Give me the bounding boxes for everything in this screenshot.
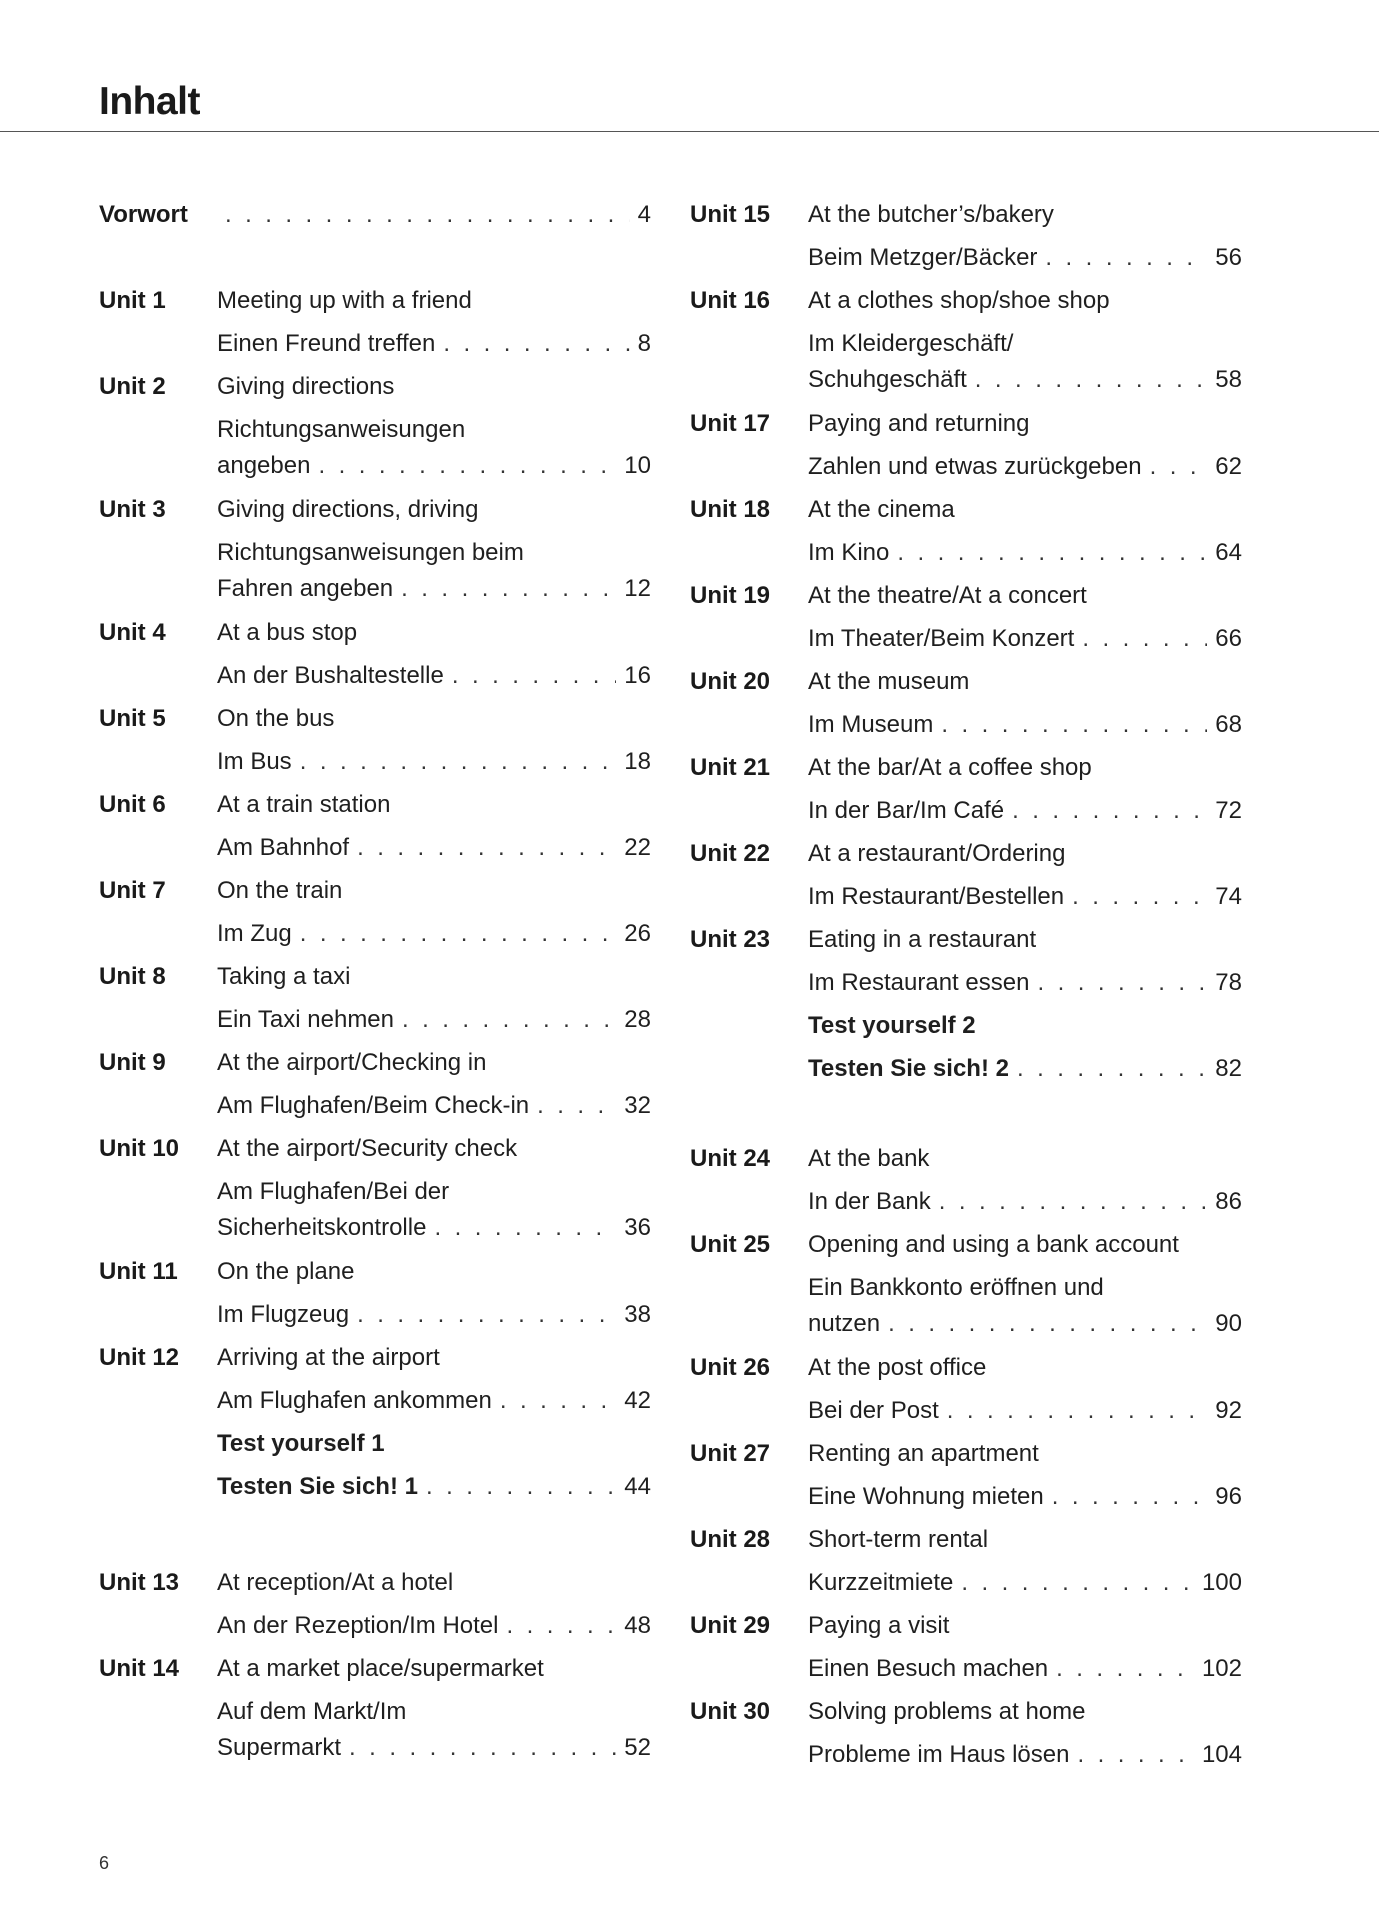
entry-title: Richtungsanweisungen (217, 416, 466, 443)
entry-title: Zahlen und etwas zurückgeben (808, 453, 1142, 480)
toc-entry-line (217, 1730, 651, 1766)
toc-entry-line (808, 664, 969, 700)
unit-label: Vorwort (99, 201, 188, 228)
entry-title: Short-term rental (808, 1526, 989, 1553)
unit-label: Unit 3 (99, 496, 166, 523)
toc-entry-line (808, 197, 1054, 233)
toc-entry-line (217, 492, 478, 528)
entry-title: Am Flughafen ankommen (217, 1387, 492, 1414)
entry-title: Beim Metzger/Bäcker (808, 244, 1038, 271)
toc-entry-line (808, 1270, 1104, 1306)
entry-title: Im Kleidergeschäft/ (808, 330, 1014, 357)
entry-title: An der Rezeption/Im Hotel (217, 1612, 499, 1639)
dot-leader (1037, 965, 1207, 1001)
unit-label: Unit 12 (99, 1344, 180, 1371)
toc-entry-line (808, 1436, 1039, 1472)
dot-leader (452, 658, 616, 694)
entry-title: An der Bushaltestelle (217, 662, 444, 689)
entry-page-number: 4 (637, 201, 651, 228)
entry-title: Ein Bankkonto eröffnen und (808, 1274, 1104, 1301)
unit-label: Unit 14 (99, 1655, 180, 1682)
entry-page-number: 96 (1215, 1483, 1242, 1510)
entry-title: At the cinema (808, 496, 955, 523)
unit-label: Unit 18 (690, 496, 771, 523)
toc-entry-line (808, 1393, 1242, 1429)
unit-label: Unit 13 (99, 1569, 180, 1596)
entry-title: Eine Wohnung mieten (808, 1483, 1044, 1510)
toc-entry-line (808, 578, 1087, 614)
page-number: 6 (99, 1853, 110, 1873)
entry-title: Test yourself 1 (217, 1430, 385, 1457)
toc-entry-line (808, 1350, 986, 1386)
entry-title: At the bar/At a coffee shop (808, 754, 1092, 781)
dot-leader (1056, 1651, 1194, 1687)
entry-page-number: 68 (1215, 711, 1242, 738)
entry-page-number: 16 (624, 662, 651, 689)
toc-entry-line (217, 448, 651, 484)
dot-leader (357, 1297, 616, 1333)
toc-entry-line (217, 830, 651, 866)
toc-entry-line (217, 873, 342, 909)
entry-page-number: 104 (1201, 1741, 1242, 1768)
entry-title: Im Restaurant essen (808, 969, 1030, 996)
entry-page-number: 74 (1215, 883, 1242, 910)
dot-leader (1045, 240, 1207, 276)
entry-title: Fahren angeben (217, 575, 394, 602)
dot-leader (434, 1210, 616, 1246)
toc-entry-line (217, 1174, 449, 1210)
entry-page-number: 100 (1201, 1569, 1242, 1596)
toc-entry-line (217, 1131, 517, 1167)
toc-entry-line (217, 283, 472, 319)
dot-leader (443, 326, 629, 362)
entry-page-number: 66 (1215, 625, 1242, 652)
entry-page-number: 72 (1215, 797, 1242, 824)
entry-page-number: 86 (1215, 1188, 1242, 1215)
entry-title: At a restaurant/Ordering (808, 840, 1066, 867)
entry-title: Schuhgeschäft (808, 366, 967, 393)
toc-entry-line (808, 707, 1242, 743)
entry-title: Richtungsanweisungen beim (217, 539, 524, 566)
entry-title: At a bus stop (217, 619, 358, 646)
entry-title: Testen Sie sich! 2 (808, 1055, 1009, 1082)
entry-title: At the butcher’s/bakery (808, 201, 1054, 228)
dot-leader (941, 707, 1207, 743)
entry-title: Im Theater/Beim Konzert (808, 625, 1075, 652)
toc-entry-line (217, 1340, 440, 1376)
page-title: Inhalt (99, 80, 200, 123)
entry-title: Einen Besuch machen (808, 1655, 1049, 1682)
entry-title: Meeting up with a friend (217, 287, 472, 314)
toc-entry-line (217, 1297, 651, 1333)
entry-title: Im Bus (217, 748, 292, 775)
unit-label: Unit 2 (99, 373, 166, 400)
entry-title: Solving problems at home (808, 1698, 1086, 1725)
entry-title: At a train station (217, 791, 391, 818)
dot-leader (300, 916, 617, 952)
dot-leader (537, 1088, 616, 1124)
dot-leader (888, 1306, 1207, 1342)
unit-label: Unit 27 (690, 1440, 771, 1467)
toc-entry-line (808, 1479, 1242, 1515)
toc-entry-line (808, 326, 1013, 362)
entry-title: On the plane (217, 1258, 355, 1285)
entry-title: Im Flugzeug (217, 1301, 350, 1328)
entry-title: At reception/At a hotel (217, 1569, 454, 1596)
entry-title: Arriving at the airport (217, 1344, 440, 1371)
entry-title: Im Zug (217, 920, 292, 947)
dot-leader (225, 197, 630, 233)
title-divider (0, 131, 1379, 132)
entry-page-number: 18 (624, 748, 651, 775)
unit-label: Unit 29 (690, 1612, 771, 1639)
entry-title: Paying a visit (808, 1612, 950, 1639)
toc-entry-line (808, 406, 1029, 442)
dot-leader (401, 571, 616, 607)
toc-entry-line (808, 621, 1242, 657)
entry-title: At the post office (808, 1354, 987, 1381)
toc-entry-line (217, 369, 394, 405)
dot-leader (426, 1469, 616, 1505)
toc-entry-line (808, 750, 1092, 786)
entry-title: Einen Freund treffen (217, 330, 436, 357)
toc-entry-line (808, 1651, 1242, 1687)
toc-entry-line (217, 615, 357, 651)
unit-label: Unit 11 (99, 1258, 178, 1285)
dot-leader (1052, 1479, 1208, 1515)
entry-title: Giving directions (217, 373, 395, 400)
dot-leader (1017, 1051, 1207, 1087)
dot-leader (1082, 621, 1207, 657)
toc-entry-line (217, 326, 651, 362)
toc-entry-line (217, 1651, 544, 1687)
toc-entry-line (808, 836, 1065, 872)
entry-title: At the bank (808, 1145, 930, 1172)
toc-entry-line (217, 1045, 486, 1081)
toc-entry-line (217, 744, 651, 780)
toc-entry-line (217, 1383, 651, 1419)
toc-entry-line (808, 1227, 1179, 1263)
toc-entry-line (808, 1184, 1242, 1220)
entry-title: On the train (217, 877, 343, 904)
toc-entry-line (808, 1737, 1242, 1773)
entry-title: Supermarkt (217, 1734, 342, 1761)
entry-page-number: 38 (624, 1301, 651, 1328)
entry-page-number: 52 (624, 1734, 651, 1761)
unit-label: Unit 17 (690, 410, 771, 437)
unit-label: Unit 1 (99, 287, 166, 314)
toc-entry-line (217, 1608, 651, 1644)
entry-page-number: 62 (1215, 453, 1242, 480)
entry-title: Eating in a restaurant (808, 926, 1037, 953)
entry-title: nutzen (808, 1310, 881, 1337)
toc-entry-line (808, 1694, 1085, 1730)
dot-leader (500, 1383, 616, 1419)
entry-title: Testen Sie sich! 1 (217, 1473, 418, 1500)
unit-label: Unit 26 (690, 1354, 771, 1381)
unit-label: Unit 5 (99, 705, 166, 732)
toc-entry-line (225, 197, 651, 233)
entry-page-number: 64 (1215, 539, 1242, 566)
entry-title: Am Flughafen/Bei der (217, 1178, 450, 1205)
toc-entry-line (808, 1608, 949, 1644)
toc-entry-line (808, 362, 1242, 398)
toc-entry-line (217, 571, 651, 607)
dot-leader (300, 744, 617, 780)
entry-title: Kurzzeitmiete (808, 1569, 954, 1596)
unit-label: Unit 30 (690, 1698, 771, 1725)
entry-page-number: 82 (1215, 1055, 1242, 1082)
entry-page-number: 90 (1215, 1310, 1242, 1337)
unit-label: Unit 15 (690, 201, 771, 228)
dot-leader (961, 1565, 1194, 1601)
toc-entry-line (217, 1254, 354, 1290)
toc-entry-line (217, 701, 334, 737)
toc-entry-line (217, 1002, 651, 1038)
entry-title: Taking a taxi (217, 963, 351, 990)
toc-entry-line (808, 1306, 1242, 1342)
dot-leader (897, 535, 1207, 571)
entry-title: In der Bank (808, 1188, 931, 1215)
dot-leader (975, 362, 1208, 398)
toc-entry-line (808, 283, 1110, 319)
entry-title: Test yourself 2 (808, 1012, 976, 1039)
entry-page-number: 8 (637, 330, 651, 357)
entry-title: At the airport/Checking in (217, 1049, 487, 1076)
dot-leader (1072, 879, 1207, 915)
toc-entry-line (808, 793, 1242, 829)
toc-entry-line (217, 535, 524, 571)
entry-page-number: 12 (624, 575, 651, 602)
toc-entry-line (808, 1565, 1242, 1601)
entry-title: Im Museum (808, 711, 934, 738)
toc-entry-line (808, 535, 1242, 571)
unit-label: Unit 22 (690, 840, 771, 867)
unit-label: Unit 7 (99, 877, 166, 904)
entry-title: At the theatre/At a concert (808, 582, 1087, 609)
dot-leader (506, 1608, 616, 1644)
test-entry-line (808, 1008, 976, 1044)
entry-title: Ein Taxi nehmen (217, 1006, 394, 1033)
toc-entry-line (217, 658, 651, 694)
dot-leader (1077, 1737, 1194, 1773)
unit-label: Unit 28 (690, 1526, 771, 1553)
entry-page-number: 10 (624, 452, 651, 479)
entry-title: Am Bahnhof (217, 834, 350, 861)
unit-label: Unit 8 (99, 963, 166, 990)
dot-leader (318, 448, 616, 484)
entry-title: Renting an apartment (808, 1440, 1039, 1467)
entry-title: At the museum (808, 668, 970, 695)
entry-page-number: 102 (1201, 1655, 1242, 1682)
entry-title: Bei der Post (808, 1397, 939, 1424)
toc-entry-line (217, 916, 651, 952)
unit-label: Unit 23 (690, 926, 771, 953)
toc-entry-line (808, 240, 1242, 276)
toc-entry-line (808, 879, 1242, 915)
entry-title: At a clothes shop/shoe shop (808, 287, 1110, 314)
unit-label: Unit 25 (690, 1231, 771, 1258)
entry-title: Im Restaurant/Bestellen (808, 883, 1065, 910)
entry-page-number: 36 (624, 1214, 651, 1241)
toc-entry-line (808, 492, 955, 528)
entry-title: angeben (217, 452, 311, 479)
toc-entry-line (808, 1141, 929, 1177)
unit-label: Unit 10 (99, 1135, 180, 1162)
unit-label: Unit 20 (690, 668, 771, 695)
entry-title: Paying and returning (808, 410, 1030, 437)
toc-entry-line (808, 1522, 988, 1558)
entry-title: Sicherheitskontrolle (217, 1214, 427, 1241)
entry-page-number: 32 (624, 1092, 651, 1119)
entry-page-number: 22 (624, 834, 651, 861)
dot-leader (1150, 449, 1208, 485)
toc-entry-line (217, 1210, 651, 1246)
entry-title: At the airport/Security check (217, 1135, 518, 1162)
unit-label: Unit 6 (99, 791, 166, 818)
dot-leader (357, 830, 616, 866)
test-entry-line (217, 1469, 651, 1505)
unit-label: Unit 16 (690, 287, 771, 314)
entry-title: At a market place/supermarket (217, 1655, 544, 1682)
test-entry-line (808, 1051, 1242, 1087)
toc-entry-line (217, 959, 350, 995)
entry-title: On the bus (217, 705, 335, 732)
entry-page-number: 28 (624, 1006, 651, 1033)
entry-title: Giving directions, driving (217, 496, 479, 523)
dot-leader (939, 1184, 1208, 1220)
dot-leader (1012, 793, 1207, 829)
toc-entry-line (217, 1088, 651, 1124)
unit-label: Unit 24 (690, 1145, 771, 1172)
dot-leader (947, 1393, 1208, 1429)
entry-page-number: 42 (624, 1387, 651, 1414)
unit-label: Unit 21 (690, 754, 771, 781)
toc-entry-line (808, 449, 1242, 485)
toc-entry-line (808, 922, 1036, 958)
entry-page-number: 48 (624, 1612, 651, 1639)
entry-page-number: 58 (1215, 366, 1242, 393)
entry-title: Im Kino (808, 539, 890, 566)
toc-entry-line (217, 1565, 453, 1601)
toc-entry-line (217, 412, 465, 448)
entry-page-number: 44 (624, 1473, 651, 1500)
toc-entry-line (808, 965, 1242, 1001)
entry-title: In der Bar/Im Café (808, 797, 1005, 824)
dot-leader (349, 1730, 616, 1766)
unit-label: Unit 19 (690, 582, 771, 609)
dot-leader (402, 1002, 616, 1038)
entry-page-number: 92 (1215, 1397, 1242, 1424)
entry-title: Probleme im Haus lösen (808, 1741, 1070, 1768)
entry-title: Am Flughafen/Beim Check-in (217, 1092, 530, 1119)
toc-entry-line (217, 1694, 406, 1730)
unit-label: Unit 4 (99, 619, 166, 646)
unit-label: Unit 9 (99, 1049, 166, 1076)
entry-page-number: 26 (624, 920, 651, 947)
entry-page-number: 78 (1215, 969, 1242, 996)
entry-title: Opening and using a bank account (808, 1231, 1179, 1258)
test-entry-line (217, 1426, 385, 1462)
toc-entry-line (217, 787, 390, 823)
entry-page-number: 56 (1215, 244, 1242, 271)
entry-title: Auf dem Markt/Im (217, 1698, 407, 1725)
